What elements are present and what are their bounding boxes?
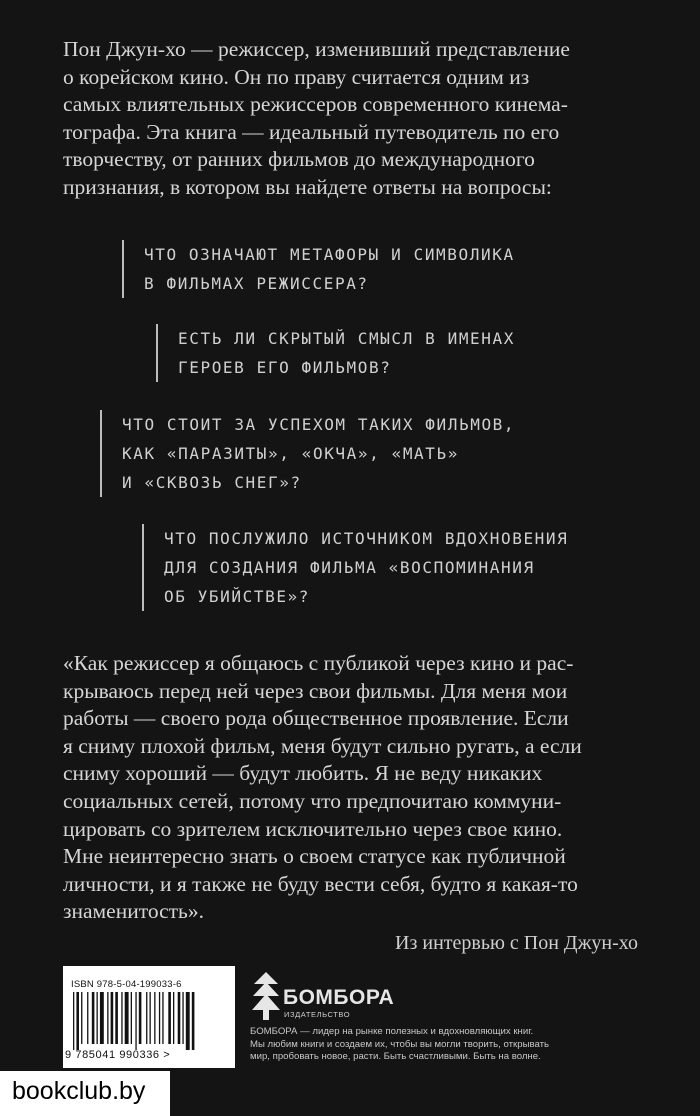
question-line: ЕСТЬ ЛИ СКРЫТЫЙ СМЫСЛ В ИМЕНАХ [178,329,515,348]
question-line: В ФИЛЬМАХ РЕЖИССЕРА? [144,274,369,293]
intro-line: о корейском кино. Он по праву считается одним из [63,64,530,89]
question-line: ЧТО СТОИТ ЗА УСПЕХОМ ТАКИХ ФИЛЬМОВ, [122,415,516,434]
question-line: ЧТО ОЗНАЧАЮТ МЕТАФОРЫ И СИМВОЛИКА [144,245,515,264]
quote-line: Мне неинтересно знать о своем статусе как публичной [63,844,566,869]
question-line: ЧТО ПОСЛУЖИЛО ИСТОЧНИКОМ ВДОХНОВЕНИЯ [164,529,569,548]
publisher-subtitle: ИЗДАТЕЛЬСТВО [284,1010,351,1019]
question-block-names [156,324,515,382]
blurb-line: Мы любим книги и создаем их, чтобы вы могли творить, открывать [250,1038,549,1050]
question-block-inspiration [142,524,568,611]
intro-line: самых влиятельных режиссеров современного кинема- [63,92,568,117]
barcode [63,966,235,1068]
quote-line: я сниму плохой фильм, меня будут сильно ругать, а если [63,733,582,758]
barcode-bars [73,992,225,1050]
publisher-blurb [250,1026,650,1064]
question-block-metaphors [122,240,515,298]
intro-paragraph [63,36,663,202]
barcode-digits: 9 785041 990336 > [65,1049,171,1061]
quote-line: цировать со зрителем исключительно через свое кино. [63,816,563,841]
bombora-logo-icon [252,970,280,1022]
question-line: КАК «ПАРАЗИТЫ», «ОКЧА», «МАТЬ» [122,444,459,463]
question-line: И «СКВОЗЬ СНЕГ»? [122,473,302,492]
intro-line: творчеству, от ранних фильмов до международного [63,147,535,172]
quote-line: крываюсь перед ней через свои фильмы. Для меня мои [63,678,568,703]
isbn-label: ISBN 978-5-04-199033-6 [71,979,182,990]
intro-line: тографа. Эта книга — идеальный путеводитель по его [63,119,560,144]
quote-line: личности, и я также не буду вести себя, будто я какая-то [63,871,578,896]
blurb-line: мир, пробовать новое, расти. Быть счастливыми. Быть на волне. [250,1051,541,1063]
quote-line: работы — своего рода общественное проявление. Если [63,706,569,731]
quote-line: знаменитость». [63,899,204,924]
question-line: ОБ УБИЙСТВЕ»? [164,587,311,606]
blurb-line: БОМБОРА — лидер на рынке полезных и вдохновляющих книг. [250,1026,534,1037]
intro-line: Пон Джун-хо — режиссер, изменивший представление [63,37,570,61]
quote-attribution: Из интервью с Пон Джун-хо [395,932,638,954]
question-line: ДЛЯ СОЗДАНИЯ ФИЛЬМА «ВОСПОМИНАНИЯ [164,558,535,577]
intro-line: признания, в котором вы найдете ответы на вопросы: [63,174,552,199]
question-block-success [100,410,515,497]
quote-line: социальных сетей, потому что предпочитаю коммуни- [63,788,562,813]
director-quote [63,650,663,926]
question-line: ГЕРОЕВ ЕГО ФИЛЬМОВ? [178,358,392,377]
site-watermark: bookclub.by [0,1071,170,1116]
quote-line: «Как режиссер я общаюсь с публикой через кино и рас- [63,651,574,675]
quote-line: сниму хороший — будут любить. Я не веду никаких [63,761,543,786]
publisher-name: БОМБОРА [283,986,395,1009]
